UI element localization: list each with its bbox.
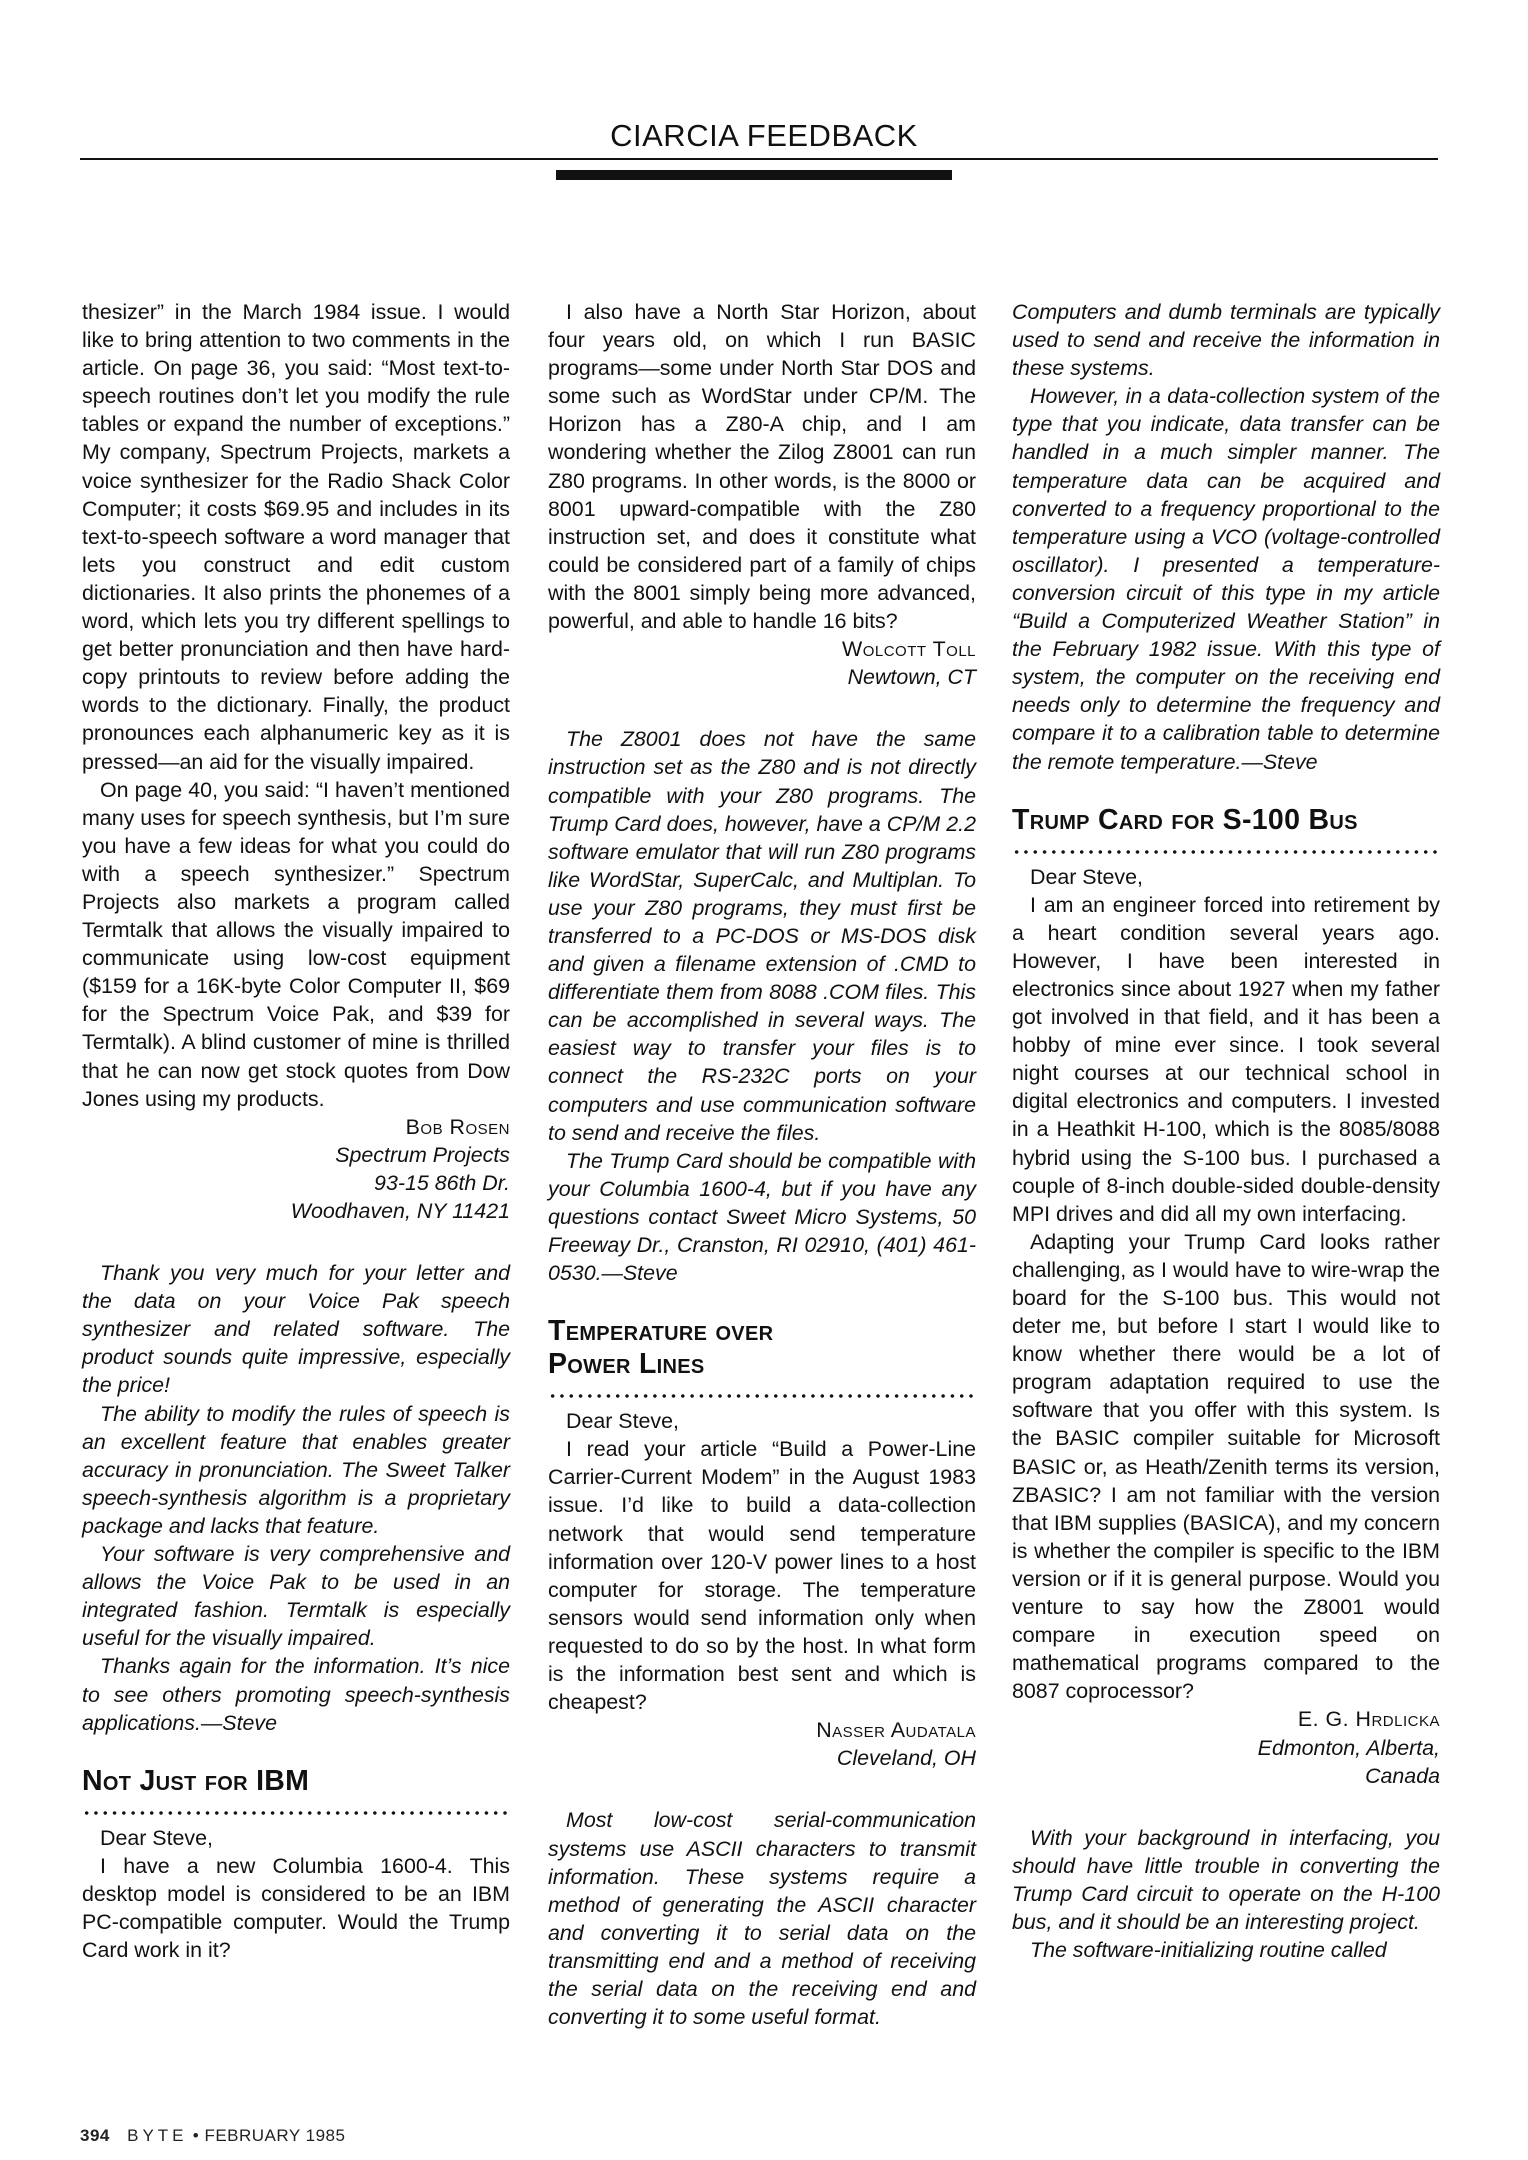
footer-separator: •: [192, 2126, 200, 2145]
column-1: [82, 298, 510, 1964]
reply-paragraph: However, in a data-collection system of the type that you indicate, data transfer can be handled in a much simpler manner. The temperature data can be acquired and converted to a frequency proportional to the temperature using a VCO (voltage-controlled oscillator). I presented a temperature-conversion circuit of this type in my article “Build a Computerized Weather Station” in the February 1982 issue. With this type of system, the computer on the receiving end needs only to determine the frequency and compare it to a calibration table to determine the remote temperature.—Steve: [1012, 384, 1440, 774]
letter-signature: [548, 1716, 976, 1772]
editor-reply: [548, 1806, 976, 2031]
salutation: Dear Steve,: [100, 1825, 213, 1850]
editor-reply: [82, 1259, 510, 1737]
signature-line: Newtown, CT: [847, 665, 976, 690]
letter-signature: [82, 1113, 510, 1225]
letter-paragraph: I am an engineer forced into retirement by a heart condition several years ago. However, I have been interested in electronics since about 1927 when my father got involved in that field, and it has been a hobby of mine ever since. I took several night courses at our technical school in digital electronics and computers. I invested in a Heathkit H-100, which is the 8085/8088 hybrid using the S-100 bus. I purchased a couple of 8-inch double-sided double-density MPI drives and did all my own interfacing.: [1012, 892, 1440, 1226]
letter-signature: [548, 635, 976, 691]
header-bar: [556, 170, 952, 180]
reply-paragraph: Thank you very much for your letter and the data on your Voice Pak speech synthesizer and related software. The product sounds quite impressive, especially the price!: [82, 1261, 510, 1398]
issue-date: FEBRUARY 1985: [204, 2126, 346, 2145]
reply-paragraph: The Z8001 does not have the same instruction set as the Z80 and is not directly compatible with your Z80 programs. The Trump Card does, however, have a CP/M 2.2 software emulator that will run Z80 programs like WordStar, SuperCalc, and Multiplan. To use your Z80 programs, they must first be transferred to a PC-DOS or MS-DOS disk and given a filename extension of .CMD to differentiate them from 8088 .COM files. This can be accomplished in several ways. The easiest way to transfer your files is to connect the RS-232C ports on your computers and use communication software to send and receive the files.: [548, 727, 976, 1145]
signature-line: Cleveland, OH: [836, 1746, 976, 1771]
editor-reply: [1012, 298, 1440, 776]
reply-paragraph: Computers and dumb terminals are typically used to send and receive the information in these systems.: [1012, 300, 1440, 381]
page-footer: [80, 2126, 345, 2146]
dotted-rule: [548, 1393, 976, 1399]
section-heading: [548, 1315, 976, 1381]
letter-paragraph: I read your article “Build a Power-Line Carrier-Current Modem” in the August 1983 issue. I’d like to build a data-collection network that would send temperature information over 120-V power lines to a host computer for storage. The temperature sensors would send information only when requested to do so by the host. In what form is the information best sent and which is cheapest?: [548, 1437, 976, 1715]
section-heading-line: Power Lines: [548, 1348, 705, 1381]
letter-paragraph: I also have a North Star Horizon, about four years old, on which I run BASIC programs—some under North Star DOS and some such as WordStar under CP/M. The Horizon has a Z80-A chip, and I am wondering whether the Zilog Z8001 can run Z80 programs. In other words, is the 8000 or 8001 upward-compatible with the Z80 instruction set, and does it constitute what could be considered part of a family of chips with the 8001 simply being more advanced, powerful, and able to handle 16 bits?: [548, 300, 976, 634]
salutation: Dear Steve,: [566, 1409, 679, 1434]
signature-name: Nasser Audatala: [816, 1718, 976, 1743]
dotted-rule: [1012, 849, 1440, 855]
signature-line: Canada: [1365, 1763, 1440, 1788]
page-number: 394: [80, 2126, 110, 2145]
letter-paragraph: I have a new Columbia 1600-4. This desktop model is considered to be an IBM PC-compatible computer. Would the Trump Card work in it?: [82, 1853, 510, 1963]
reply-paragraph: With your background in interfacing, you should have little trouble in converting the Trump Card circuit to operate on the H-100 bus, and it should be an interesting project.: [1012, 1825, 1440, 1934]
section-heading-line: Temperature over: [548, 1315, 774, 1348]
letter-paragraph: Adapting your Trump Card looks rather challenging, as I would have to wire-wrap the board for the S-100 bus. This would not deter me, but before I start I would like to know whether there would be a lot of program adaptation required to use the software that you offer with this system. Is the BASIC compiler suitable for Microsoft BASIC or, as Heath/Zenith terms its version, ZBASIC? I am not familiar with the version that IBM supplies (BASICA), and my concern is whether the compiler is specific to the IBM version or if it is general purpose. Would you venture to say how the Z8001 would compare in execution speed on mathematical programs compared to the 8087 coprocessor?: [1012, 1229, 1440, 1704]
letter-paragraph: On page 40, you said: “I haven’t mentioned many uses for speech synthesis, but I’m sure you have a few ideas for what you could do with a speech synthesizer.” Spectrum Projects also markets a program called Termtalk that allows the visually impaired to communicate using low-cost equipment ($159 for a 16K-byte Color Computer II, $69 for the Spectrum Voice Pak, and $39 for Termtalk). A blind customer of mine is thrilled that he can now get stock quotes from Dow Jones using my products.: [82, 777, 511, 1111]
reply-paragraph: The Trump Card should be compatible with your Columbia 1600-4, but if you have any questions contact Sweet Micro Systems, 50 Freeway Dr., Cranston, RI 02910, (401) 461-0530.—Steve: [548, 1148, 976, 1286]
section-header-title: CIARCIA FEEDBACK: [610, 118, 918, 153]
reply-paragraph: The software-initializing routine called: [1030, 1938, 1387, 1963]
signature-name: Wolcott Toll: [842, 637, 976, 662]
reply-paragraph: Most low-cost serial-communication systems use ASCII characters to transmit information. These systems require a method of generating the ASCII character and converting it to serial data on the transmitting end and a method of receiving the serial data on the receiving end and converting it to some useful format.: [548, 1808, 976, 2030]
magazine-name: BYTE: [127, 2126, 188, 2145]
editor-reply: [1012, 1824, 1440, 1964]
reply-paragraph: Thanks again for the information. It’s nice to see others promoting speech-synthesis applications.—Steve: [82, 1654, 510, 1735]
column-2: [548, 298, 976, 2031]
signature-line: Woodhaven, NY 11421: [290, 1199, 510, 1223]
editor-reply: [548, 725, 976, 1287]
signature-line: 93-15 86th Dr.: [374, 1170, 510, 1195]
column-3: [1012, 298, 1440, 1964]
section-heading: Trump Card for S-100 Bus: [1012, 803, 1358, 836]
salutation: Dear Steve,: [1030, 864, 1143, 889]
letter-paragraph: thesizer” in the March 1984 issue. I would like to bring attention to two comments in the article. On page 36, you said: “Most text-to-speech routines don’t let you modify the rule tables or expand the number of exceptions.” My company, Spectrum Projects, markets a voice synthesizer for the Radio Shack Color Computer; it costs $69.95 and includes in its text-to-speech software a word manager that lets you construct and edit custom dictionaries. It also prints the phonemes of a word, which lets you try different spellings to get better pronunciation and then have hard-copy printouts to review before adding the words to the dictionary. Finally, the product pronounces each alphanumeric key as it is pressed—an aid for the visually impaired.: [82, 300, 510, 774]
signature-name: E. G. Hrdlicka: [1297, 1707, 1440, 1732]
dotted-rule: [82, 1810, 510, 1816]
signature-line: Edmonton, Alberta,: [1257, 1735, 1440, 1760]
signature-line: Spectrum Projects: [335, 1142, 510, 1167]
letter-signature: [1012, 1705, 1440, 1789]
header-rule: [80, 158, 1438, 160]
section-heading: Not Just for IBM: [82, 1764, 310, 1797]
reply-paragraph: The ability to modify the rules of speech is an excellent feature that enables greater accuracy in pronunciation. The Sweet Talker speech-synthesis algorithm is a proprietary package and lacks that feature.: [82, 1401, 510, 1538]
reply-paragraph: Your software is very comprehensive and allows the Voice Pak to be used in an integrated fashion. Termtalk is especially useful for the visually impaired.: [82, 1542, 510, 1651]
signature-name: Bob Rosen: [405, 1114, 510, 1139]
